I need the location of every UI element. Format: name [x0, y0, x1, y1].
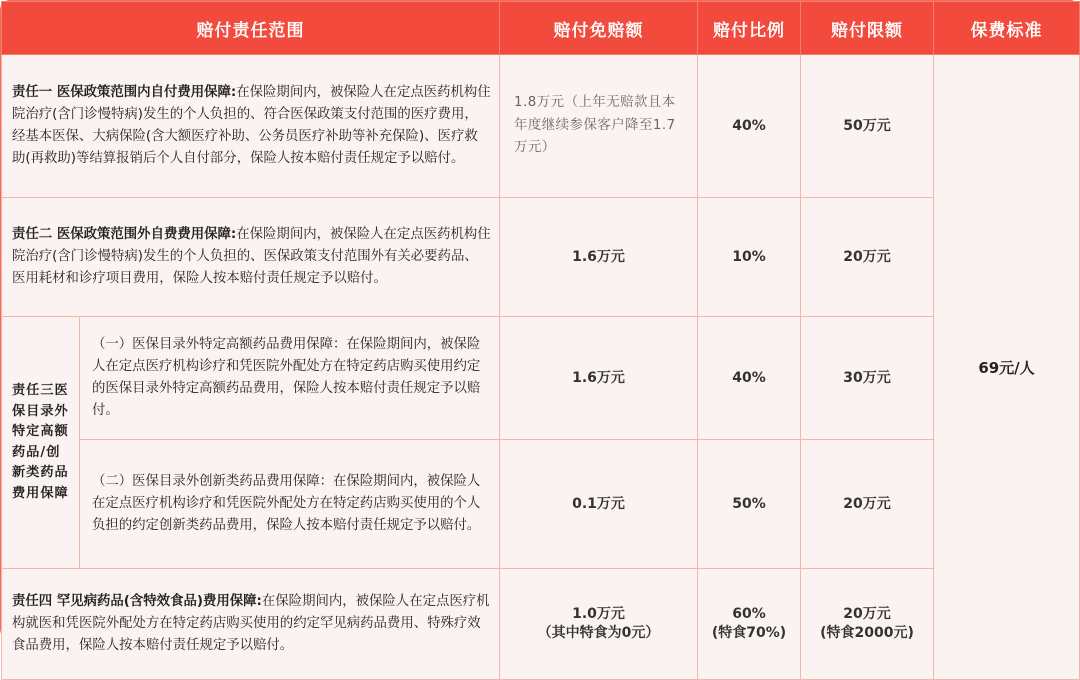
liability-4-deductible-main: 1.0万元	[572, 606, 625, 622]
liability-3-title: 责任三医保目录外特定高额药品/创新类药品费用保障	[2, 317, 80, 569]
liability-2-text: 在保险期间内，被保险人在定点医药机构住院治疗(含门诊慢特病)发生的个人负担的、医保政策支付范围外有关必要药品、医用耗材和诊疗项目费用，保险人按本赔付责任规定予以赔付。	[12, 226, 491, 287]
liability-4-title: 责任四 罕见病药品(含特效食品)费用保障:	[12, 593, 262, 609]
header-deductible: 赔付免赔额	[500, 2, 698, 55]
header-ratio: 赔付比例	[698, 2, 801, 55]
liability-3-sub-2-description: （二）医保目录外创新类药品费用保障：在保险期间内，被保险人在定点医疗机构诊疗和凭医院外配处方在特定药店购买使用的个人负担的约定创新类药品费用，保险人按本赔付责任规定予以赔付。	[80, 440, 500, 569]
liability-4-ratio-note: (特食70%)	[711, 625, 787, 641]
liability-1-title: 责任一 医保政策范围内自付费用保障:	[12, 84, 237, 100]
liability-2-limit: 20万元	[801, 198, 934, 317]
liability-1-text: 在保险期间内，被保险人在定点医药机构住院治疗(含门诊慢特病)发生的个人负担的、符合医保政策支付范围的医疗费用，经基本医保、大病保险(含大额医疗补助、公务员医疗补助等补充保险)、医疗救助(再救助)等结算报销后个人自付部分，保险人按本赔付责任规定予以赔付。	[12, 84, 491, 167]
liability-4-limit	[801, 569, 934, 680]
liability-3-sub-1-deductible: 1.6万元	[500, 317, 698, 440]
liability-3-sub-1-limit: 30万元	[801, 317, 934, 440]
table-row	[2, 198, 1080, 317]
liability-4-deductible	[500, 569, 698, 680]
premium-standard: 69元/人	[934, 55, 1080, 680]
table-row	[2, 317, 1080, 440]
liability-4-limit-note: (特食2000元)	[820, 625, 914, 641]
liability-1-limit: 50万元	[801, 55, 934, 198]
header-limit: 赔付限额	[801, 2, 934, 55]
liability-2-ratio: 10%	[698, 198, 801, 317]
liability-3-sub-1-description: （一）医保目录外特定高额药品费用保障：在保险期间内，被保险人在定点医疗机构诊疗和凭医院外配处方在特定药店购买使用约定的医保目录外特定高额药品费用，保险人按本赔付责任规定予以赔付。	[80, 317, 500, 440]
liability-2-title: 责任二 医保政策范围外自费费用保障:	[12, 226, 237, 242]
liability-4-text: 在保险期间内，被保险人在定点医疗机构就医和凭医院外配处方在特定药店购买使用的约定罕见病药品费用、特殊疗效食品费用，保险人按本赔付责任规定予以赔付。	[12, 593, 490, 654]
liability-3-sub-2-deductible: 0.1万元	[500, 440, 698, 569]
liability-3-sub-1-ratio: 40%	[698, 317, 801, 440]
liability-1-description	[2, 55, 500, 198]
liability-1-ratio: 40%	[698, 55, 801, 198]
liability-4-limit-main: 20万元	[843, 606, 891, 622]
coverage-table	[1, 1, 1080, 680]
liability-2-description	[2, 198, 500, 317]
table-row	[2, 569, 1080, 680]
liability-4-description	[2, 569, 500, 680]
liability-2-deductible: 1.6万元	[500, 198, 698, 317]
liability-3-sub-2-ratio: 50%	[698, 440, 801, 569]
header-scope: 赔付责任范围	[2, 2, 500, 55]
table-row	[2, 440, 1080, 569]
table-header-row	[2, 2, 1080, 55]
liability-4-deductible-note: （其中特食为0元）	[537, 625, 660, 641]
header-premium: 保费标准	[934, 2, 1080, 55]
liability-1-deductible: 1.8万元（上年无赔款且本年度继续参保客户降至1.7万元）	[500, 55, 698, 198]
table-row	[2, 55, 1080, 198]
liability-4-ratio-main: 60%	[732, 606, 766, 622]
liability-3-sub-2-limit: 20万元	[801, 440, 934, 569]
liability-4-ratio	[698, 569, 801, 680]
